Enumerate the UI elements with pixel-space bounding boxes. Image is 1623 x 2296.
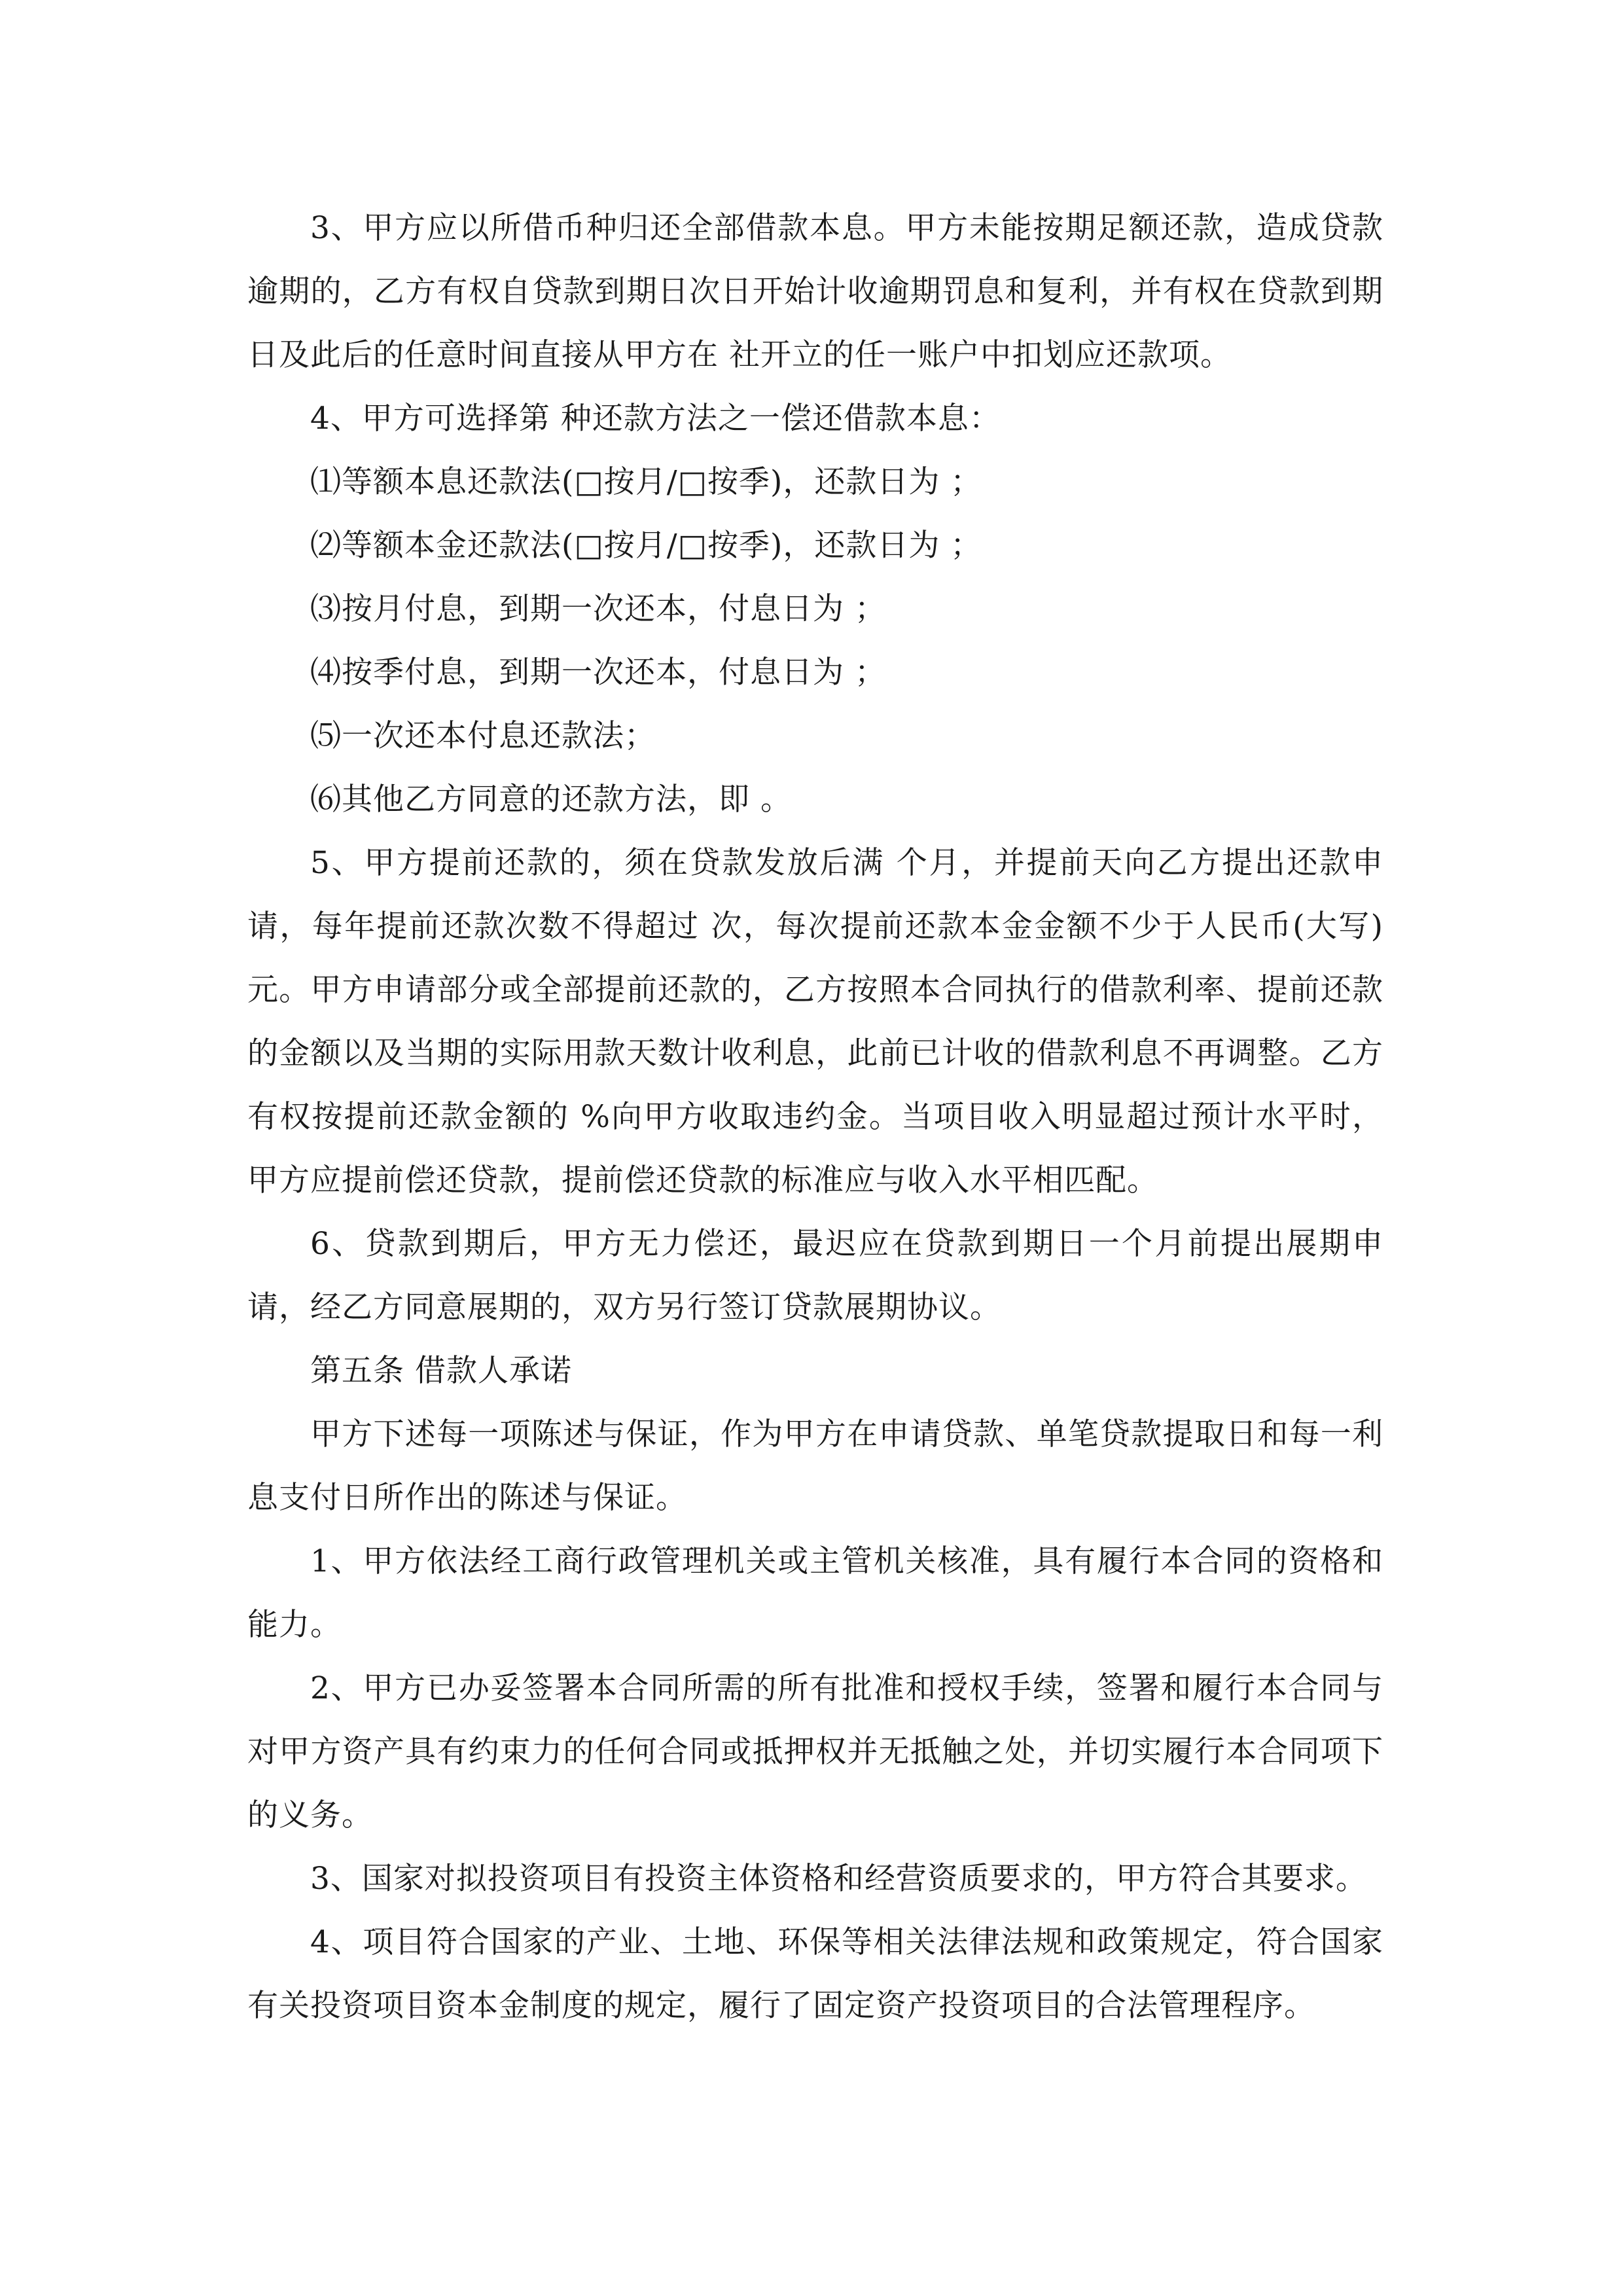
list-item-equal-installment: ⑴等额本息还款法(□按月/□按季)，还款日为 ； — [310, 464, 982, 500]
paragraph-repayment-currency: 3、甲方应以所借币种归还全部借款本息。甲方未能按期足额还款，造成贷款逾期的，乙方有权自贷款到期日次日开始计收逾期罚息和复利，并有权在贷款到期日及此后的任意时间直接从甲方在 社开立的任一账户中扣划应还款项。 — [247, 210, 1383, 373]
list-item-monthly-interest: ⑶按月付息，到期一次还本，付息日为 ； — [310, 591, 886, 627]
list-item-lump-sum: ⑸一次还本付息还款法； — [310, 718, 656, 754]
paragraph-investment-qualification: 3、国家对拟投资项目有投资主体资格和经营资质要求的，甲方符合其要求。 — [310, 1861, 1367, 1897]
list-item-other-method: ⑹其他乙方同意的还款方法，即 。 — [310, 781, 792, 817]
paragraph-repayment-methods: 4、甲方可选择第 种还款方法之一偿还借款本息： — [310, 401, 1001, 437]
paragraph-early-repayment: 5、甲方提前还款的，须在贷款发放后满 个月，并提前天向乙方提出还款申请，每年提前还款次数不得超过 次，每次提前还款本金金额不少于人民币(大写)元。甲方申请部分或全部提前还款的，乙方按照本合同执行的借款利率、提前还款的金额以及当期的实际用款天数计收利息，此前已计收的借款利息不再调整。乙方有权按提前还款金额的 %向甲方收取违约金。当项目收入明显超过预计水平时，甲方应提前偿还贷款，提前偿还贷款的标准应与收入水平相匹配。 — [247, 845, 1383, 1198]
document-body — [247, 196, 1383, 2037]
paragraph-extension: 6、贷款到期后，甲方无力偿还，最迟应在贷款到期日一个月前提出展期申请，经乙方同意展期的，双方另行签订贷款展期协议。 — [247, 1226, 1383, 1325]
list-item-quarterly-interest: ⑷按季付息，到期一次还本，付息日为 ； — [310, 655, 886, 691]
list-item-equal-principal: ⑵等额本金还款法(□按月/□按季)，还款日为 ； — [310, 528, 982, 564]
paragraph-qualification: 1、甲方依法经工商行政管理机关或主管机关核准，具有履行本合同的资格和能力。 — [247, 1543, 1383, 1643]
paragraph-compliance: 4、项目符合国家的产业、土地、环保等相关法律法规和政策规定，符合国家有关投资项目资本金制度的规定，履行了固定资产投资项目的合法管理程序。 — [247, 1924, 1383, 2024]
paragraph-authorization: 2、甲方已办妥签署本合同所需的所有批准和授权手续，签署和履行本合同与对甲方资产具有约束力的任何合同或抵押权并无抵触之处，并切实履行本合同项下的义务。 — [247, 1670, 1383, 1833]
section-heading-article-five: 第五条 借款人承诺 — [310, 1353, 572, 1389]
paragraph-representations: 甲方下述每一项陈述与保证，作为甲方在申请贷款、单笔贷款提取日和每一利息支付日所作出的陈述与保证。 — [247, 1416, 1383, 1516]
